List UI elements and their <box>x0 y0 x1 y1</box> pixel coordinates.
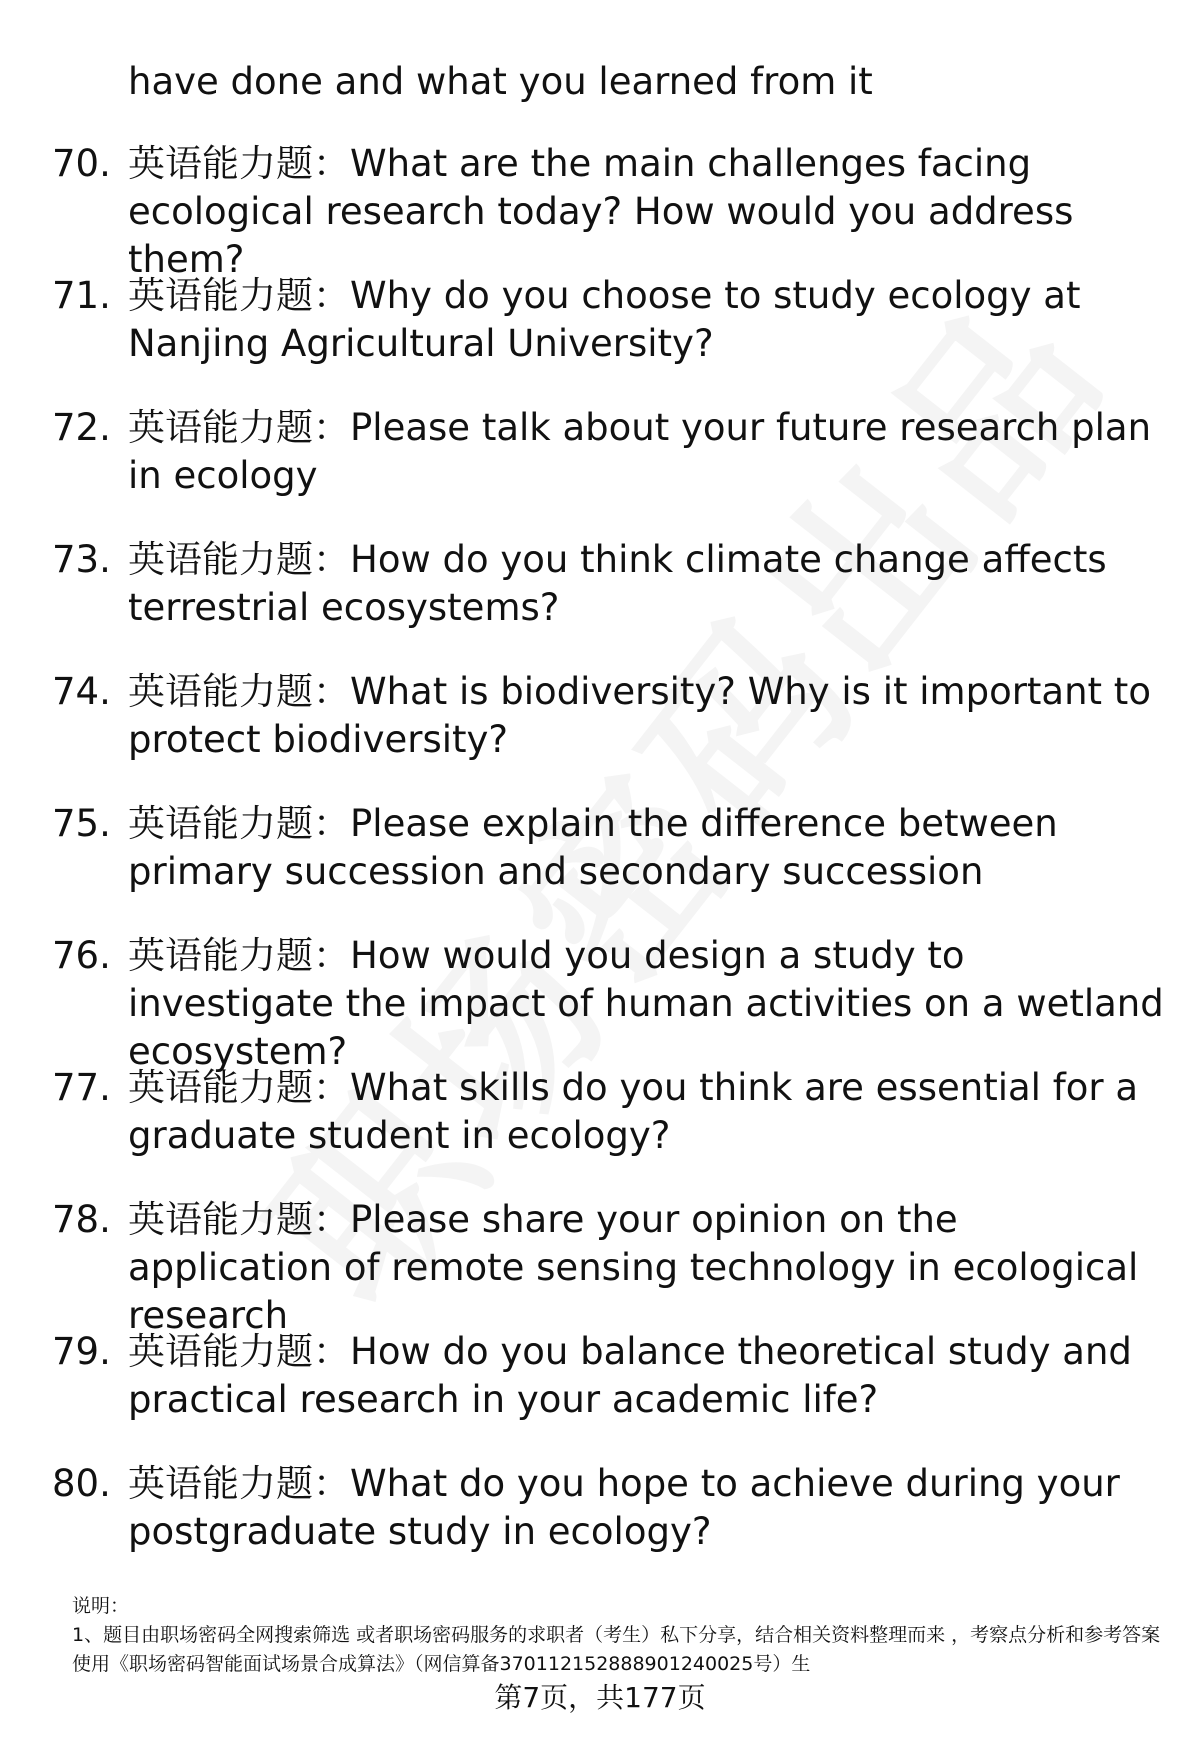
question-item <box>0 1460 1200 1592</box>
question-number: 74. <box>52 670 111 713</box>
question-text: 英语能力题：What skills do you think are essential for a graduate student in ecology? <box>128 1066 1139 1157</box>
question-item <box>0 1064 1200 1196</box>
question-text: 英语能力题：How do you think climate change affects terrestrial ecosystems? <box>128 538 1107 629</box>
previous-question-continuation: have done and what you learned from it <box>128 60 873 103</box>
question-text: 英语能力题：What do you hope to achieve during your postgraduate study in ecology? <box>128 1462 1120 1553</box>
question-item <box>0 404 1200 536</box>
question-text: 英语能力题：What is biodiversity? Why is it important to protect biodiversity? <box>128 670 1151 761</box>
question-number: 71. <box>52 274 111 317</box>
question-number: 73. <box>52 538 111 581</box>
footer-note <box>72 1592 1162 1679</box>
question-item <box>0 1196 1200 1337</box>
question-list <box>0 140 1200 1592</box>
question-number: 76. <box>52 934 111 977</box>
question-text: 英语能力题：How do you balance theoretical study and practical research in your academic life? <box>128 1330 1132 1421</box>
footer-title: 说明： <box>72 1595 130 1617</box>
question-text: 英语能力题：Please talk about your future research plan in ecology <box>128 406 1152 497</box>
question-item <box>0 932 1200 1073</box>
question-item <box>0 536 1200 668</box>
question-text: 英语能力题：What are the main challenges facing ecological research today? How would you address them? <box>128 142 1074 281</box>
question-text: 英语能力题：How would you design a study to investigate the impact of human activities on a wetland ecosystem? <box>128 934 1164 1073</box>
question-item <box>0 800 1200 932</box>
question-number: 77. <box>52 1066 111 1109</box>
question-text: 英语能力题：Why do you choose to study ecology at Nanjing Agricultural University? <box>128 274 1081 365</box>
question-item <box>0 272 1200 404</box>
footer-description: 1、题目由职场密码全网搜索筛选 或者职场密码服务的求职者（考生）私下分享，结合相关资料整理而来 ，考察点分析和参考答案使用《职场密码智能面试场景合成算法》（网信算备370112152888901240025号）生 <box>72 1624 1161 1675</box>
question-number: 78. <box>52 1198 111 1241</box>
question-item <box>0 668 1200 800</box>
question-item <box>0 140 1200 281</box>
question-item <box>0 1328 1200 1460</box>
question-text: 英语能力题：Please explain the difference between primary succession and secondary succession <box>128 802 1058 893</box>
page-number: 第7页，共177页 <box>494 1681 706 1714</box>
question-number: 80. <box>52 1462 111 1505</box>
question-number: 72. <box>52 406 111 449</box>
question-number: 79. <box>52 1330 111 1373</box>
question-text: 英语能力题：Please share your opinion on the application of remote sensing technology in ecological research <box>128 1198 1139 1337</box>
question-number: 70. <box>52 142 111 185</box>
question-number: 75. <box>52 802 111 845</box>
